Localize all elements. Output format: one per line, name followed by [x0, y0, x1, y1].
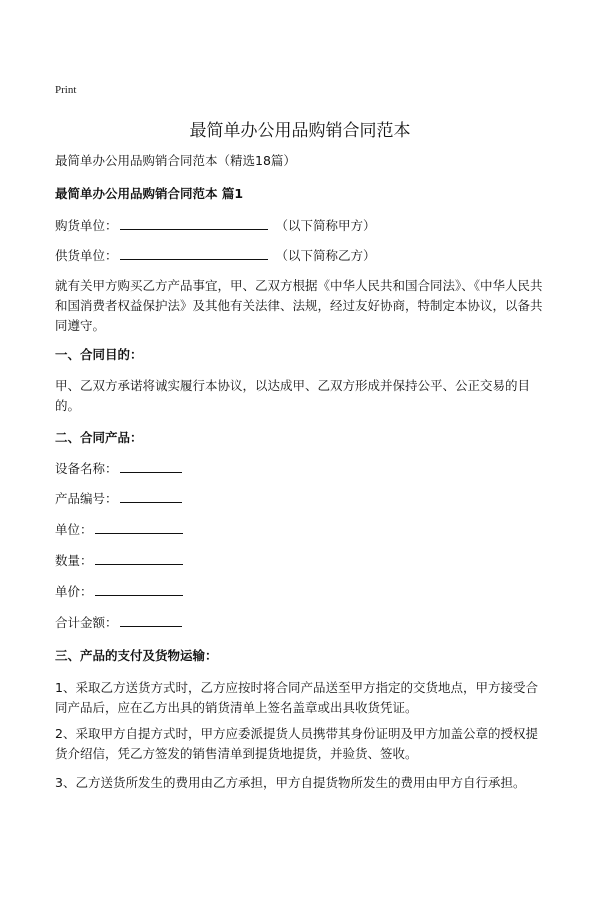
- document-title: 最简单办公用品购销合同范本: [189, 121, 411, 141]
- seller-blank: [120, 246, 268, 260]
- field-label: 产品编号：: [55, 491, 118, 506]
- field-blank: [95, 551, 183, 565]
- field-label: 单价：: [55, 584, 93, 599]
- section3-heading: 三、产品的支付及货物运输：: [55, 648, 218, 663]
- document-subtitle: 最简单办公用品购销合同范本（精选18篇）: [55, 153, 296, 168]
- buyer-note: （以下简称甲方）: [275, 218, 376, 233]
- field-blank: [120, 489, 182, 503]
- buyer-blank: [120, 216, 268, 230]
- seller-row: [55, 246, 550, 266]
- field-row-quantity: [55, 551, 550, 571]
- article-heading: 最简单办公用品购销合同范本 篇1: [55, 186, 244, 201]
- seller-note: （以下简称乙方）: [275, 248, 376, 263]
- field-label: 合计金额：: [55, 615, 118, 630]
- section1-heading: 一、合同目的：: [55, 347, 143, 362]
- section1-text: 甲、乙双方承诺将诚实履行本协议，以达成甲、乙双方形成并保持公平、公正交易的目的。: [55, 378, 531, 413]
- buyer-label: 购货单位：: [55, 218, 118, 233]
- field-row-unit: [55, 520, 550, 540]
- buyer-row: [55, 216, 550, 236]
- field-row-product-number: [55, 489, 550, 509]
- field-blank: [120, 459, 182, 473]
- section2-heading: 二、合同产品：: [55, 430, 143, 445]
- seller-label: 供货单位：: [55, 248, 118, 263]
- field-blank: [95, 582, 183, 596]
- field-label: 设备名称：: [55, 461, 118, 476]
- field-row-equipment-name: [55, 459, 550, 479]
- print-link[interactable]: Print: [55, 84, 77, 96]
- field-label: 数量：: [55, 553, 93, 568]
- section3-item-3: 3、乙方送货所发生的费用由乙方承担，甲方自提货物所发生的费用由甲方自行承担。: [55, 775, 526, 790]
- section3-item-1: 1、采取乙方送货方式时，乙方应按时将合同产品送至甲方指定的交货地点，甲方接受合同产品后，应在乙方出具的销货清单上签名盖章或出具收货凭证。: [55, 680, 538, 715]
- field-label: 单位：: [55, 522, 93, 537]
- field-blank: [120, 613, 182, 627]
- field-row-total-amount: [55, 613, 550, 633]
- section3-item-2: 2、采取甲方自提方式时，甲方应委派提货人员携带其身份证明及甲方加盖公章的授权提货介绍信，凭乙方签发的销售清单到提货地提货，并验货、签收。: [55, 726, 538, 761]
- field-blank: [95, 520, 183, 534]
- intro-paragraph: 就有关甲方购买乙方产品事宜，甲、乙双方根据《中华人民共和国合同法》、《中华人民共和国消费者权益保护法》及其他有关法律、法规，经过友好协商，特制定本协议，以备共同遵守。: [55, 278, 543, 333]
- field-row-unit-price: [55, 582, 550, 602]
